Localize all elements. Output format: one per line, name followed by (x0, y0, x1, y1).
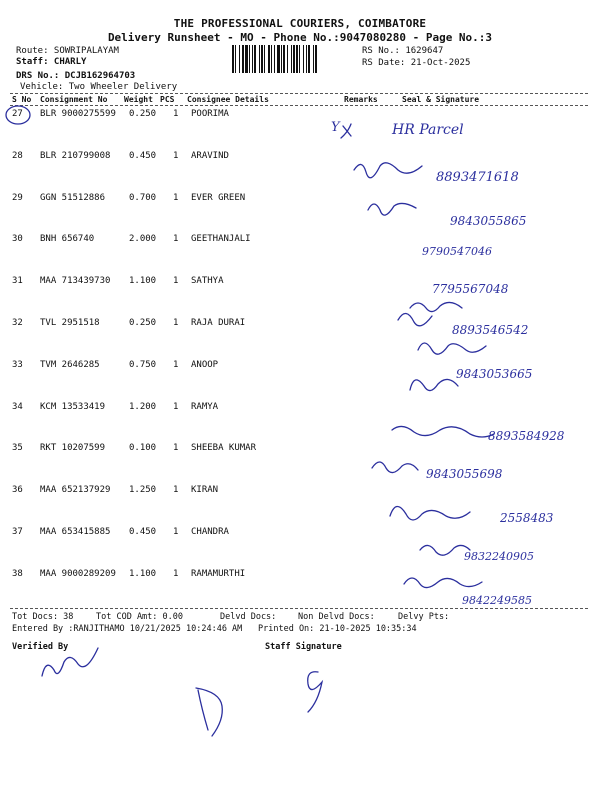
serial-number: 30 (12, 234, 23, 245)
pieces: 1 (173, 109, 179, 119)
rs-date: RS Date: 21-Oct-2025 (362, 58, 471, 68)
consignment-number: TVL 2951518 (40, 318, 100, 328)
signature-stroke-32b (418, 343, 486, 354)
sig-text-33: 9843053665 (456, 367, 533, 381)
consignment-number: BLR 210799008 (40, 150, 111, 161)
sig-text-32: 8893546542 (452, 323, 529, 337)
sig-text-37: 9832240905 (464, 550, 534, 563)
remark-text-27: Y (331, 120, 340, 135)
consignment-number: BNH 656740 (40, 234, 95, 245)
consignee-name: RAMAMURTHI (191, 568, 246, 579)
weight: 0.100 (129, 443, 157, 454)
weight: 1.200 (129, 401, 157, 412)
stray-ink-mark (196, 688, 222, 736)
signature-stroke-32 (398, 313, 432, 325)
serial-number: 36 (12, 485, 23, 496)
signature-stroke-29 (368, 203, 416, 215)
serial-number: 28 (12, 150, 23, 161)
pieces: 1 (173, 276, 179, 287)
weight: 0.250 (129, 109, 157, 119)
sig-text-31: 7795567048 (432, 282, 509, 296)
total-cod-amount: Tot COD Amt: 0.00 (96, 612, 183, 622)
serial-number: 32 (12, 318, 23, 328)
delivered-docs: Delvd Docs: (220, 612, 277, 622)
non-delivered-docs: Non Delvd Docs: (298, 612, 375, 622)
vehicle-label: Vehicle: Two Wheeler Delivery (20, 82, 178, 92)
consignee-name: GEETHANJALI (191, 234, 251, 245)
total-docs: Tot Docs: 38 (12, 612, 74, 622)
weight: 0.250 (129, 318, 157, 328)
weight: 2.000 (129, 234, 157, 245)
consignment-number: MAA 652137929 (40, 485, 111, 496)
consignment-number: MAA 653415885 (40, 527, 111, 537)
drs-number: DRS No.: DCJB162964703 (16, 71, 136, 81)
printed-on: Printed On: 21-10-2025 10:35:34 (258, 624, 417, 634)
col-seal-signature: Seal & Signature (402, 95, 480, 104)
consignment-number: KCM 13533419 (40, 401, 106, 412)
consignee-name: SHEEBA KUMAR (191, 443, 257, 454)
consignee-name: EVER GREEN (191, 192, 246, 203)
col-sno: S No (12, 95, 32, 104)
delivery-points: Delvy Pts: (398, 612, 450, 622)
weight: 1.100 (129, 276, 157, 287)
pieces: 1 (173, 527, 179, 537)
sig-text-38: 9842249585 (462, 594, 532, 607)
sig-text-36: 2558483 (500, 511, 554, 525)
signature-stroke-38 (404, 578, 482, 588)
circle-mark-27 (6, 106, 30, 124)
consignment-number: RKT 10207599 (40, 443, 106, 454)
sig-text-35b: 9843055698 (426, 467, 503, 481)
staff-signature (308, 672, 322, 712)
col-pcs: PCS (160, 95, 175, 104)
sig-text-28: 8893471618 (436, 170, 519, 185)
pieces: 1 (173, 401, 179, 412)
signature-stroke-28 (354, 163, 422, 178)
consignee-name: ARAVIND (191, 150, 229, 161)
consignee-name: RAJA DURAI (191, 318, 246, 328)
remark-mark-27 (341, 124, 351, 138)
serial-number: 33 (12, 359, 23, 370)
sig-text-35: 8893584928 (488, 429, 565, 443)
consignee-name: KIRAN (191, 485, 219, 496)
sig-text-30: 9790547046 (422, 245, 492, 258)
route-label: Route: SOWRIPALAYAM (16, 46, 119, 56)
pieces: 1 (173, 443, 179, 454)
consignee-name: ANOOP (191, 359, 219, 370)
staff-label: Staff: CHARLY (16, 57, 87, 67)
runsheet-subtitle: Delivery Runsheet - MO - Phone No.:9047080280 - Page No.:3 (107, 31, 493, 44)
sig-text-27: HR Parcel (392, 122, 464, 138)
pieces: 1 (173, 150, 179, 161)
weight: 0.750 (129, 359, 157, 370)
consignee-name: RAMYA (191, 401, 219, 412)
entered-by: Entered By :RANJITHAMO 10/21/2025 10:24:46 AM (12, 624, 243, 634)
weight: 1.100 (129, 568, 157, 579)
pieces: 1 (173, 318, 179, 328)
weight: 0.450 (129, 150, 157, 161)
rs-number: RS No.: 1629647 (362, 46, 444, 56)
serial-number: 29 (12, 192, 23, 203)
verified-signature (42, 648, 98, 676)
signature-stroke-33 (410, 379, 458, 390)
consignment-number: TVM 2646285 (40, 359, 100, 370)
col-weight: Weight (124, 95, 153, 104)
serial-number: 38 (12, 568, 23, 579)
signature-stroke-31 (410, 302, 462, 311)
verified-by-label: Verified By (12, 642, 69, 652)
col-remarks: Remarks (344, 95, 378, 104)
company-title: THE PROFESSIONAL COURIERS, COIMBATORE (173, 17, 427, 30)
col-consignee: Consignee Details (187, 95, 269, 104)
weight: 0.450 (129, 527, 157, 537)
consignment-number: MAA 9000289209 (40, 568, 116, 579)
pieces: 1 (173, 568, 179, 579)
consignment-number: MAA 713439730 (40, 276, 111, 287)
consignee-name: POORIMA (191, 109, 229, 119)
consignee-name: SATHYA (191, 276, 224, 287)
serial-number: 34 (12, 401, 23, 412)
consignee-name: CHANDRA (191, 527, 229, 537)
signature-stroke-35 (372, 462, 418, 473)
pieces: 1 (173, 234, 179, 245)
staff-signature-label: Staff Signature (265, 642, 342, 652)
pieces: 1 (173, 359, 179, 370)
signature-stroke-37 (420, 545, 470, 555)
serial-number: 35 (12, 443, 23, 454)
sig-text-29: 9843055865 (450, 214, 527, 228)
weight: 1.250 (129, 485, 157, 496)
serial-number: 37 (12, 527, 23, 537)
serial-number: 31 (12, 276, 23, 287)
signature-stroke-36 (390, 506, 470, 520)
col-consignment: Consignment No (40, 95, 108, 104)
weight: 0.700 (129, 192, 157, 203)
serial-number: 27 (12, 109, 23, 119)
pieces: 1 (173, 485, 179, 496)
consignment-number: GGN 51512886 (40, 192, 106, 203)
consignment-number: BLR 9000275599 (40, 109, 116, 119)
signature-stroke-34 (392, 426, 494, 437)
pieces: 1 (173, 192, 179, 203)
